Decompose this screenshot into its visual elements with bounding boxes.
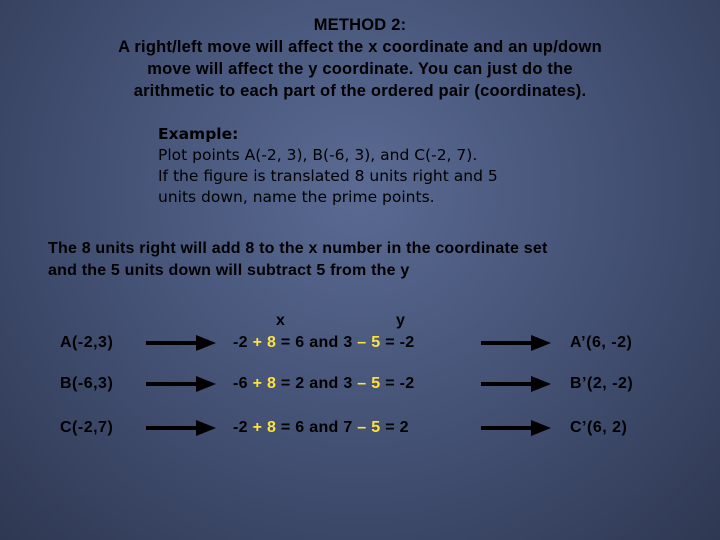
point-c-label: C(-2,7) [60, 419, 114, 436]
y-operation: – 5 [357, 375, 381, 392]
y-column-label: y [396, 312, 405, 329]
example-line-2: If the figure is translated 8 units right and 5 [158, 167, 498, 185]
prime-point-b: B’(2, -2) [570, 375, 634, 392]
example-title: Example: [158, 125, 239, 143]
explanation-block [48, 238, 708, 282]
method-line-2: move will affect the y coordinate. You can just do the [147, 60, 573, 78]
point-a-label: A(-2,3) [60, 334, 114, 351]
x-start: -6 [233, 375, 248, 392]
arrow-right-icon [481, 332, 551, 354]
x-result: = 2 and 3 [280, 375, 353, 392]
calc-row-c [233, 419, 409, 437]
y-operation: – 5 [357, 334, 381, 351]
x-result: = 6 and 7 [280, 419, 353, 436]
x-start: -2 [233, 419, 248, 436]
arrow-right-icon [481, 373, 551, 395]
y-result: = -2 [385, 375, 415, 392]
x-operation: + 8 [252, 375, 277, 392]
arrow-right-icon [146, 417, 216, 439]
prime-point-a: A’(6, -2) [570, 334, 633, 351]
example-line-3: units down, name the prime points. [158, 188, 435, 206]
method-title: METHOD 2: [313, 16, 407, 34]
prime-point-c: C’(6, 2) [570, 419, 628, 436]
calc-row-b [233, 375, 414, 393]
method-line-3: arithmetic to each part of the ordered pair (coordinates). [133, 82, 587, 100]
arrow-right-icon [481, 417, 551, 439]
point-b-label: B(-6,3) [60, 375, 114, 392]
method-line-1: A right/left move will affect the x coordinate and an up/down [118, 38, 602, 56]
x-operation: + 8 [252, 419, 277, 436]
x-column-label: x [276, 312, 285, 329]
y-result: = -2 [385, 334, 415, 351]
x-operation: + 8 [252, 334, 277, 351]
y-operation: – 5 [357, 419, 381, 436]
explanation-line-1: The 8 units right will add 8 to the x number in the coordinate set [48, 240, 548, 257]
x-start: -2 [233, 334, 248, 351]
x-result: = 6 and 3 [280, 334, 353, 351]
method-heading [20, 14, 700, 102]
explanation-line-2: and the 5 units down will subtract 5 from the y [48, 262, 410, 279]
calc-row-a [233, 334, 414, 352]
y-result: = 2 [385, 419, 409, 436]
arrow-right-icon [146, 373, 216, 395]
arrow-right-icon [146, 332, 216, 354]
example-line-1: Plot points A(-2, 3), B(-6, 3), and C(-2, 7). [158, 146, 478, 164]
example-block [158, 124, 578, 208]
